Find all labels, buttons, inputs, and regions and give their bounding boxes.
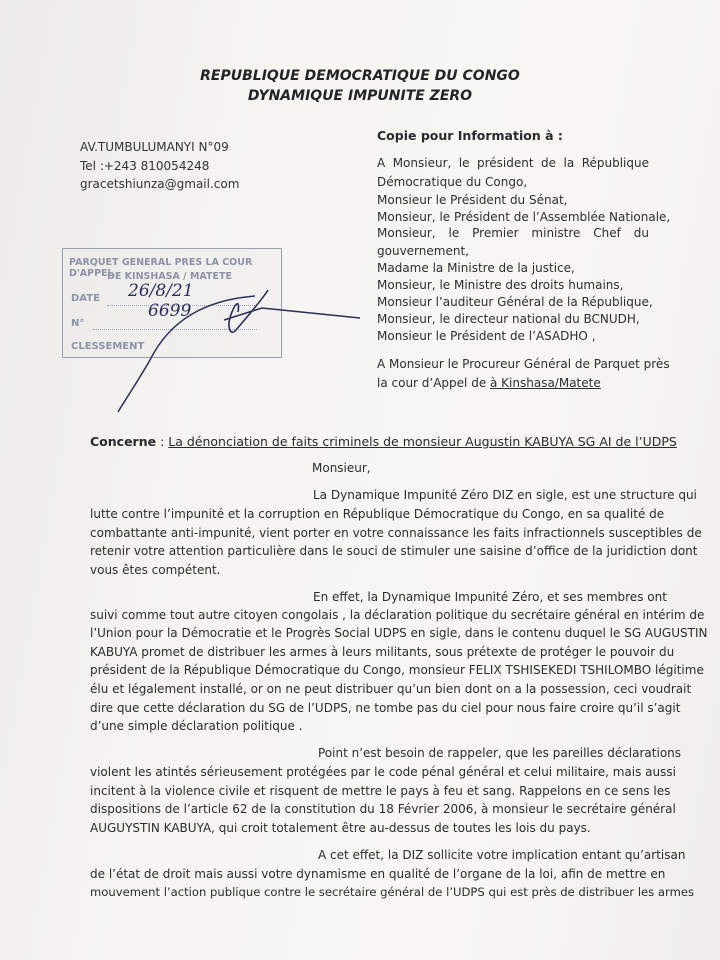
paragraph-3-line: violent les atintés sérieusement protégées par le code pénal général et celui militaire, mais aussi: [90, 765, 676, 779]
paragraph-4-line: de l’état de droit mais aussi votre dynamisme en qualité de l’organe de la loi, afin de mettre en: [90, 867, 666, 881]
paragraph-2-line: KABUYA promet de distribuer les armes à leurs militants, sous prétexte de protéger le pouvoir du: [90, 645, 675, 659]
paragraph-1-line: combattante anti-impunité, vient porter en votre connaissance les faits infractionnels susceptibles de: [90, 526, 702, 540]
paragraph-2-line: l’Union pour la Démocratie et le Progrès Social UDPS en sigle, dans le contenu duquel le SG AUGUSTIN: [90, 626, 708, 640]
stamp-date-label: DATE: [71, 293, 100, 304]
sender-phone: Tel :+243 810054248: [80, 159, 210, 173]
sender-email: gracetshiunza@gmail.com: [80, 177, 240, 191]
copy-item: Madame la Ministre de la justice,: [377, 261, 575, 275]
copy-item: Monsieur, le Premier ministre Chef du: [377, 226, 649, 240]
copy-first-line: A Monsieur, le président de la République: [377, 156, 649, 170]
copy-first-line-cont: Démocratique du Congo,: [377, 175, 528, 189]
stamp-number-handwritten: 6699: [148, 301, 192, 321]
recipient-place: à Kinshasa/Matete: [490, 376, 601, 390]
copy-item: Monsieur, le Ministre des droits humains,: [377, 278, 624, 292]
paragraph-3-line: AUGUYSTIN KABUYA, qui croit totalement être au-dessus de toutes les lois du pays.: [90, 821, 591, 835]
copy-item: gouvernement,: [377, 244, 469, 258]
subject-label: Concerne: [90, 434, 157, 449]
paragraph-3-line: Point n’est besoin de rappeler, que les pareilles déclarations: [318, 746, 682, 760]
subject-separator: :: [156, 434, 169, 449]
copy-item: Monsieur, le Président de l’Assemblée Nationale,: [377, 210, 671, 224]
paragraph-4-line: A cet effet, la DIZ sollicite votre implication entant qu’artisan: [318, 848, 686, 862]
stamp-line1: PARQUET GENERAL PRES LA COUR D'APPEL: [69, 257, 253, 279]
copy-item: Monsieur le Président du Sénat,: [377, 193, 568, 207]
paragraph-2-line: suivi comme tout autre citoyen congolais , la déclaration politique du secrétaire général en intérim de: [90, 608, 705, 622]
subject-text: La dénonciation de faits criminels de monsieur Augustin KABUYA SG AI de l’UDPS: [168, 434, 677, 449]
header-organization: DYNAMIQUE IMPUNITE ZERO: [247, 88, 473, 104]
paragraph-2-line: d’une simple déclaration politique .: [90, 719, 303, 733]
header-country: REPUBLIQUE DEMOCRATIQUE DU CONGO: [200, 68, 520, 84]
paragraph-4-line: mouvement l’action publique contre le secrétaire général de l’UDPS qui est près de distribuer les armes: [90, 885, 695, 899]
paragraph-1-line: retenir votre attention particulière dans le souci de stimuler une saisine d’office de la juridiction dont: [90, 544, 698, 558]
salutation: Monsieur,: [312, 461, 371, 475]
copy-item: Monsieur le Président de l’ASADHO ,: [377, 329, 596, 343]
copy-item: Monsieur, le directeur national du BCNUDH,: [377, 312, 640, 326]
recipient-line2: [377, 377, 601, 389]
paragraph-3-line: dispositions de l’article 62 de la constitution du 18 Février 2006, à monsieur le secrétaire général: [90, 802, 676, 816]
sender-address: AV.TUMBULUMANYI N°09: [80, 140, 229, 154]
paragraph-2-line: dire que cette déclaration du SG de l’UDPS, ne tombe pas du ciel pour nous faire croire qu’il s’agit: [90, 701, 681, 715]
recipient-line1: A Monsieur le Procureur Général de Parquet près: [377, 357, 670, 371]
recipient-line2-prefix: la cour d’Appel de: [377, 376, 491, 390]
stamp-date-handwritten: 26/8/21: [128, 281, 194, 301]
paragraph-3-line: incitent à la violence civile et risquent de mettre le pays à feu et sang. Rappelons en ce sens les: [90, 784, 671, 798]
paragraph-2-line: En effet, la Dynamique Impunité Zéro, et ses membres ont: [313, 590, 667, 604]
stamp-number-label: N°: [71, 318, 85, 329]
paragraph-1-line: lutte contre l’impunité et la corruption en République Démocratique du Congo, en sa qualité de: [90, 507, 665, 521]
subject-line: [90, 434, 677, 449]
paragraph-1-line: vous êtes compétent.: [90, 563, 221, 577]
stamp-line2: DE KINSHASA / MATETE: [107, 271, 232, 282]
paragraph-2-line: élu et légalement installé, or on ne peut distribuer qu’un bien dont on a la possession, ceci voudrait: [90, 682, 692, 696]
paragraph-1-line: La Dynamique Impunité Zéro DIZ en sigle, est une structure qui: [313, 488, 697, 502]
stamp-class-label: CLESSEMENT: [71, 341, 145, 352]
copy-item: Monsieur l’auditeur Général de la République,: [377, 295, 653, 309]
copy-title: Copie pour Information à :: [377, 128, 563, 143]
paragraph-2-line: président de la République Démocratique du Congo, monsieur FELIX TSHISEKEDI TSHILOMBO légitime: [90, 663, 704, 677]
